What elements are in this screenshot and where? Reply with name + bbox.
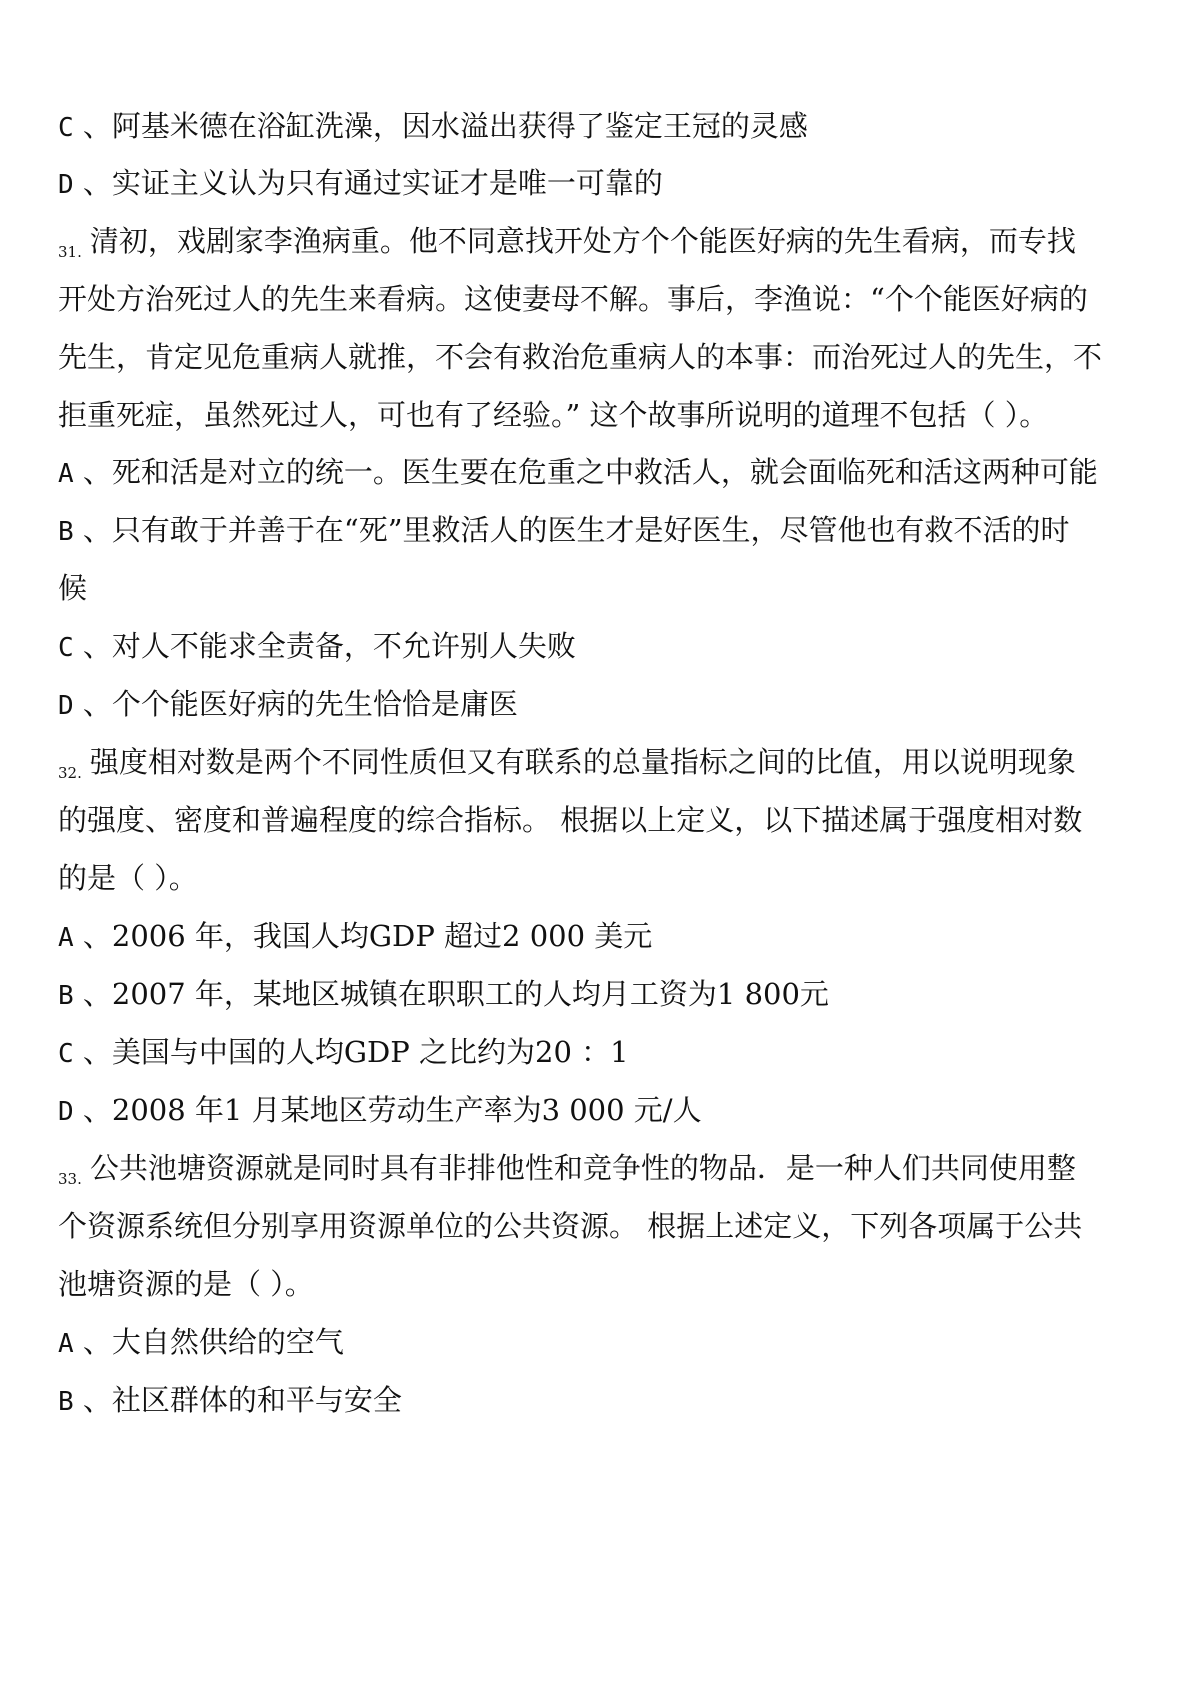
option-letter: C [58, 113, 74, 143]
option-letter: D [58, 691, 74, 721]
q33-option-b [58, 1380, 1138, 1420]
option-separator: 、 [73, 919, 112, 953]
option-separator: 、 [73, 977, 112, 1011]
q30-option-d [58, 163, 1138, 203]
option-text: 大自然供给的空气 [111, 1325, 344, 1359]
option-text: 对人不能求全责备，不允许别人失败 [111, 629, 576, 663]
q31-stem-line-3 [58, 337, 1138, 377]
option-letter: B [58, 1387, 74, 1417]
stem-text: 的是（ ）。 [58, 861, 198, 895]
option-separator: 、 [73, 687, 112, 721]
q32-option-a [58, 916, 1138, 956]
q31-option-b-continued [58, 568, 1138, 608]
option-text: 实证主义认为只有通过实证才是唯一可靠的 [111, 166, 663, 200]
option-text: 美国与中国的人均GDP 之比约为20 ：1 [111, 1035, 629, 1069]
option-text: 个个能医好病的先生恰恰是庸医 [111, 687, 518, 721]
q32-stem-line-1 [58, 742, 1138, 782]
q31-option-a [58, 452, 1138, 492]
q33-stem-line-1 [58, 1148, 1138, 1188]
option-separator: 、 [73, 166, 112, 200]
q30-option-c [58, 106, 1138, 146]
option-separator: 、 [73, 513, 112, 547]
option-separator: 、 [73, 629, 112, 663]
q33-stem-line-2 [58, 1206, 1138, 1246]
q32-stem-line-2 [58, 800, 1138, 840]
option-text: 2008 年1 月某地区劳动生产率为3 000 元/人 [111, 1093, 702, 1127]
q31-option-b [58, 510, 1138, 550]
option-letter: D [58, 1097, 74, 1127]
option-separator: 、 [73, 1325, 112, 1359]
option-letter: C [58, 1039, 74, 1069]
q33-stem-line-3 [58, 1264, 1138, 1304]
q33-option-a [58, 1322, 1138, 1362]
option-text: 2007 年，某地区城镇在职职工的人均月工资为1 800元 [111, 977, 829, 1011]
q31-stem-line-1 [58, 221, 1138, 261]
option-text: 社区群体的和平与安全 [111, 1383, 402, 1417]
q32-option-d [58, 1090, 1138, 1130]
stem-text: 公共池塘资源就是同时具有非排他性和竞争性的物品．是一种人们共同使用整 [89, 1151, 1076, 1185]
question-number: 33. [58, 1170, 82, 1188]
option-separator: 、 [73, 455, 112, 489]
q31-stem-line-2 [58, 279, 1138, 319]
option-text: 2006 年，我国人均GDP 超过2 000 美元 [111, 919, 653, 953]
option-text: 阿基米德在浴缸洗澡，因水溢出获得了鉴定王冠的灵感 [111, 109, 808, 143]
option-letter: A [58, 923, 74, 953]
option-text: 候 [58, 571, 88, 605]
option-letter: D [58, 170, 74, 200]
q32-option-b [58, 974, 1138, 1014]
q31-option-c [58, 626, 1138, 666]
option-separator: 、 [73, 109, 112, 143]
question-number: 32. [58, 764, 82, 782]
stem-text: 开处方治死过人的先生来看病。这使妻母不解。事后，李渔说：“个个能医好病的 [58, 282, 1088, 316]
stem-text: 拒重死症，虽然死过人，可也有了经验。” 这个故事所说明的道理不包括（ ）。 [58, 398, 1049, 432]
option-letter: C [58, 633, 74, 663]
q32-stem-line-3 [58, 858, 1138, 898]
option-separator: 、 [73, 1093, 112, 1127]
option-letter: B [58, 981, 74, 1011]
stem-text: 先生，肯定见危重病人就推，不会有救治危重病人的本事：而治死过人的先生，不 [58, 340, 1103, 374]
stem-text: 的强度、密度和普遍程度的综合指标。 根据以上定义，以下描述属于强度相对数 [58, 803, 1083, 837]
option-text: 只有敢于并善于在“死”里救活人的医生才是好医生，尽管他也有救不活的时 [111, 513, 1070, 547]
question-number: 31. [58, 243, 82, 261]
q31-option-d [58, 684, 1138, 724]
q32-option-c [58, 1032, 1138, 1072]
option-letter: A [58, 1329, 74, 1359]
stem-text: 池塘资源的是（ ）。 [58, 1267, 314, 1301]
option-separator: 、 [73, 1035, 112, 1069]
q31-stem-line-4 [58, 395, 1138, 435]
stem-text: 强度相对数是两个不同性质但又有联系的总量指标之间的比值，用以说明现象 [89, 745, 1076, 779]
stem-text: 清初，戏剧家李渔病重。他不同意找开处方个个能医好病的先生看病，而专找 [89, 224, 1076, 258]
option-text: 死和活是对立的统一。医生要在危重之中救活人，就会面临死和活这两种可能 [111, 455, 1098, 489]
option-separator: 、 [73, 1383, 112, 1417]
option-letter: A [58, 459, 74, 489]
option-letter: B [58, 517, 74, 547]
stem-text: 个资源系统但分别享用资源单位的公共资源。 根据上述定义，下列各项属于公共 [58, 1209, 1083, 1243]
